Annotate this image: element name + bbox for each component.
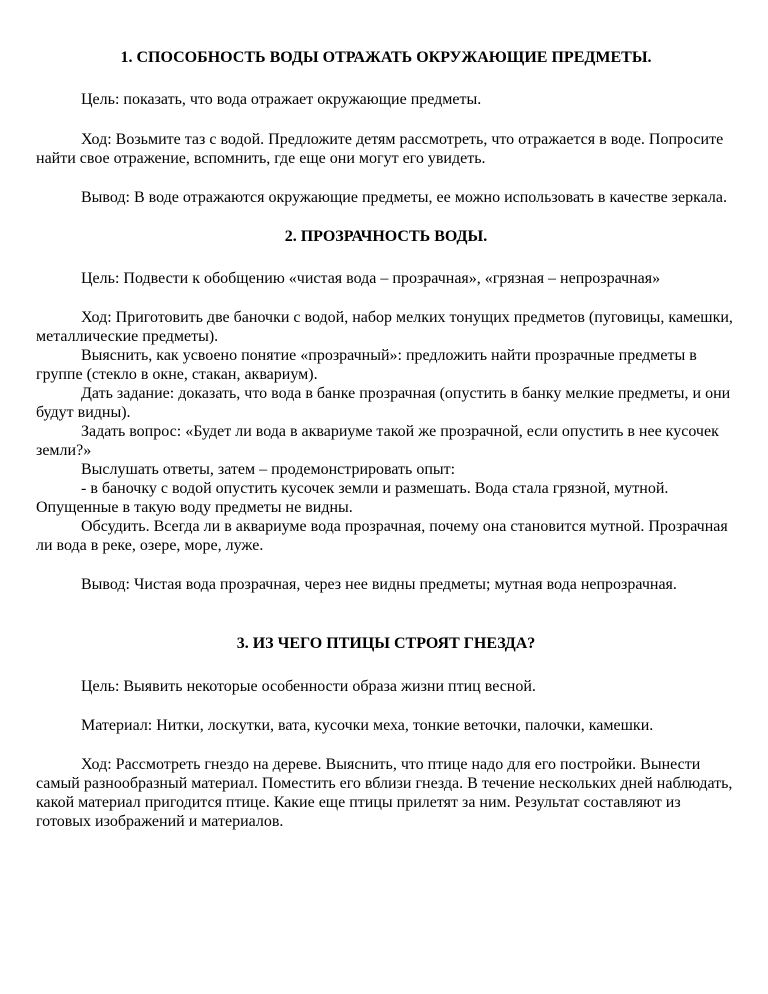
- section-heading: 3. ИЗ ЧЕГО ПТИЦЫ СТРОЯТ ГНЕЗДА?: [236, 635, 536, 652]
- section-heading: 2. ПРОЗРАЧНОСТЬ ВОДЫ.: [284, 228, 488, 245]
- paragraph: Цель: Подвести к обобщению «чистая вода – прозрачная», «грязная – непрозрачная»: [81, 270, 661, 287]
- paragraph: Выслушать ответы, затем – продемонстрировать опыт:: [81, 461, 456, 478]
- paragraph: Задать вопрос: «Будет ли вода в аквариуме такой же прозрачной, если опустить в нее кусочек земли?»: [36, 423, 719, 459]
- paragraph: Вывод: Чистая вода прозрачная, через нее видны предметы; мутная вода непрозрачная.: [81, 576, 677, 593]
- paragraph: Ход: Рассмотреть гнездо на дереве. Выяснить, что птице надо для его постройки. Вынести самый разнообразный материал. Поместить его вблизи гнезда. В течение нескольких дней наблюдать, какой материал пригодится птице. Какие еще птицы прилетят за ним. Результат составляют из готовых изображений и материалов.: [36, 756, 733, 830]
- paragraph: Дать задание: доказать, что вода в банке прозрачная (опустить в банку мелкие предметы, и они будут видны).: [36, 385, 731, 421]
- paragraph: Материал: Нитки, лоскутки, вата, кусочки меха, тонкие веточки, палочки, камешки.: [81, 717, 654, 734]
- section-3: [36, 634, 736, 831]
- paragraph: Вывод: В воде отражаются окружающие предметы, ее можно использовать в качестве зеркала.: [81, 189, 727, 206]
- paragraph: Обсудить. Всегда ли в аквариуме вода прозрачная, почему она становится мутной. Прозрачная ли вода в реке, озере, море, луже.: [36, 518, 728, 554]
- document-page: [36, 48, 736, 831]
- section-heading: 1. СПОСОБНОСТЬ ВОДЫ ОТРАЖАТЬ ОКРУЖАЮЩИЕ ПРЕДМЕТЫ.: [120, 49, 652, 66]
- paragraph: Цель: Выявить некоторые особенности образа жизни птиц весной.: [81, 678, 536, 695]
- paragraph: Ход: Приготовить две баночки с водой, набор мелких тонущих предметов (пуговицы, камешки, металлические предметы).: [36, 309, 733, 345]
- paragraph: Ход: Возьмите таз с водой. Предложите детям рассмотреть, что отражается в воде. Попросите найти свое отражение, вспомнить, где еще они могут его увидеть.: [36, 131, 724, 167]
- paragraph: - в баночку с водой опустить кусочек земли и размешать. Вода стала грязной, мутной. Опущенные в такую воду предметы не видны.: [36, 480, 669, 516]
- paragraph: Цель: показать, что вода отражает окружающие предметы.: [81, 91, 482, 108]
- section-1: [36, 48, 736, 207]
- paragraph: Выяснить, как усвоено понятие «прозрачный»: предложить найти прозрачные предметы в группе (стекло в окне, стакан, аквариум).: [36, 347, 697, 383]
- section-2: [36, 227, 736, 594]
